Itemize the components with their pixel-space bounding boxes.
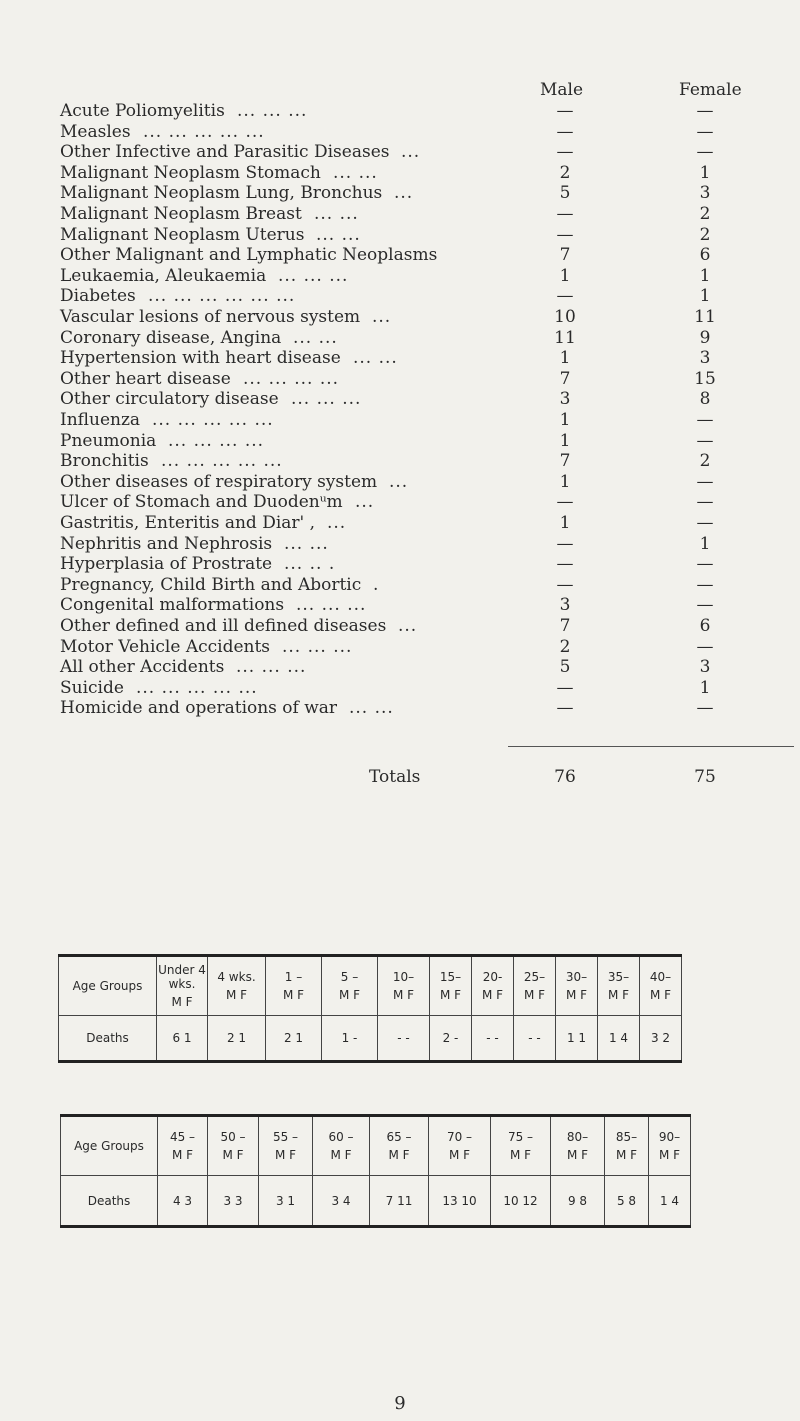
cause-row [60,348,760,369]
female-value: — [696,121,714,142]
deaths-value: 1 4 [649,1176,691,1227]
female-column-header: Female [679,80,742,100]
age-group-label: 75 – [507,1130,534,1144]
dot-leader: ... [401,142,421,163]
dot-leader: ... ... ... ... ... ... [148,286,296,307]
deaths-label: Deaths [61,1176,158,1227]
male-value: 7 [559,368,571,389]
cause-name: Diabetes [60,286,136,307]
cause-row [60,431,760,452]
age-group-header [491,1116,551,1176]
cause-name: Hypertension with heart disease [60,348,341,369]
cause-name: Hyperplasia of Prostrate [60,554,273,575]
cause-row [60,451,760,472]
female-value: 1 [699,265,711,286]
female-value: 6 [699,245,711,266]
age-group-label: 65 – [386,1130,412,1144]
female-value: 2 [699,204,711,224]
age-group-label: 1 – [284,970,303,984]
sex-subheader: M F [338,988,361,1002]
dot-leader: ... ... ... ... ... [161,451,283,472]
female-value: — [696,142,714,163]
cause-row [60,513,760,534]
deaths-value: 2 - [430,1016,472,1062]
age-group-label: 4 wks. [217,970,256,984]
cause-name: Ulcer of Stomach and Duodenᵘm [60,492,343,513]
cause-name: Coronary disease, Angina [60,327,282,348]
male-value: — [556,574,574,595]
cause-row [60,122,760,143]
female-value: 3 [699,348,711,369]
dot-leader: ... [394,183,414,204]
male-value: 7 [559,451,571,472]
sex-subheader: M F [171,995,193,1009]
male-value: — [556,224,574,245]
dot-leader: ... ... ... [296,595,367,616]
cause-name: Other defined and ill defined diseases [60,616,387,636]
age-groups-header: Age Groups [59,956,157,1016]
age-group-label: 25– [523,970,546,984]
male-value: — [556,533,574,554]
female-value: 1 [699,286,711,307]
cause-row [60,554,760,575]
totals-male: 76 [554,767,576,787]
dot-leader: ... [398,616,418,636]
deaths-value: 5 8 [605,1176,649,1227]
cause-row [60,534,760,555]
totals-label: Totals [369,767,421,787]
cause-name: Congenital malformations [60,595,285,616]
cause-name: Malignant Neoplasm Lung, Bronchus [60,183,383,204]
cause-row [60,678,760,699]
female-value: — [696,492,714,513]
age-groups-table-1 [58,954,682,1063]
female-value: — [696,430,714,451]
deaths-value: - - [514,1016,556,1062]
age-group-label: 35– [607,970,630,984]
deaths-value: 7 11 [370,1176,429,1227]
age-group-header [472,956,514,1016]
sex-subheader: M F [330,1148,352,1162]
cause-row [60,637,760,658]
male-value: — [556,677,574,698]
male-value: — [556,492,574,513]
dot-leader: ... [372,307,392,327]
sex-subheader: M F [439,988,462,1002]
female-value: 15 [694,368,716,389]
age-group-header [370,1116,429,1176]
dot-leader: ... ... [293,327,338,348]
age-group-label: 5 – [340,970,359,984]
age-group-header [551,1116,605,1176]
male-column-header: Male [540,80,584,100]
dot-leader: . [373,574,380,595]
male-value: — [556,204,574,224]
female-value: — [696,410,714,430]
male-value: 1 [559,471,571,492]
male-value: 5 [559,183,571,204]
age-group-label: Under 4 wks. [158,963,206,991]
sex-subheader: M F [649,988,672,1002]
deaths-value: 1 4 [598,1016,640,1062]
sex-subheader: M F [171,1148,194,1162]
female-value: 2 [699,224,711,245]
dot-leader: ... ... [333,162,378,183]
cause-name: Pregnancy, Child Birth and Abortic [60,574,362,595]
dot-leader: ... ... ... [282,636,353,657]
cause-row [60,389,760,410]
cause-row [60,472,760,493]
female-value: 6 [699,616,711,636]
dot-leader: ... ... ... [278,265,349,286]
male-value: 10 [554,307,576,327]
age-group-label: 50 – [220,1130,246,1144]
female-value: 2 [699,451,711,472]
dot-leader: ... ... ... ... ... [136,677,258,698]
cause-row [60,575,760,596]
cause-row [60,101,760,122]
female-value: — [696,471,714,492]
cause-row [60,410,760,431]
sex-subheader: M F [225,988,248,1002]
deaths-value: 2 1 [208,1016,266,1062]
male-value: 7 [559,245,571,266]
deaths-value: 4 3 [158,1176,208,1227]
male-value: — [556,698,574,719]
cause-row [60,266,760,287]
age-group-label: 70 – [446,1130,473,1144]
sex-subheader: M F [222,1148,244,1162]
male-value: — [556,142,574,163]
deaths-value: - - [378,1016,430,1062]
male-value: — [556,121,574,142]
female-value: 1 [699,533,711,554]
cause-name: Acute Poliomyelitis [60,101,225,121]
female-value: 3 [699,657,711,678]
age-group-header [640,956,682,1016]
sex-subheader: M F [282,988,305,1002]
cause-row [60,616,760,637]
female-value: 1 [699,677,711,698]
cause-name: Gastritis, Enteritis and Diar' , [60,513,316,533]
cause-name: Homicide and operations of war [60,698,338,719]
male-value: 1 [559,430,571,451]
cause-name: Nephritis and Nephrosis [60,533,273,554]
age-group-header [649,1116,691,1176]
cause-name: Other diseases of respiratory system [60,471,378,492]
female-value: — [696,574,714,595]
cause-row [60,307,760,328]
male-value: 5 [559,657,571,678]
age-group-label: 90– [658,1130,681,1144]
totals-rule [508,746,794,747]
dot-leader: ... ... ... [237,101,308,121]
age-group-label: 85– [615,1130,638,1144]
female-value: — [696,636,714,657]
cause-row [60,286,760,307]
dot-leader: ... ... [349,698,394,719]
dot-leader: ... ... [314,204,359,224]
dot-leader: ... ... ... ... [243,368,340,389]
cause-row [60,183,760,204]
totals-female: 75 [694,767,716,787]
age-groups-header: Age Groups [61,1116,158,1176]
male-value: 3 [559,389,571,410]
dot-leader: ... ... ... ... ... [143,121,265,142]
cause-row [60,163,760,184]
cause-name: All other Accidents [60,657,225,678]
age-group-label: 10– [392,970,415,984]
sex-subheader: M F [523,988,546,1002]
age-group-label: 80– [566,1130,589,1144]
sex-subheader: M F [448,1148,471,1162]
male-value: 11 [554,327,576,348]
deaths-value: 6 1 [157,1016,208,1062]
deaths-value: 3 4 [313,1176,370,1227]
deaths-value: 10 12 [491,1176,551,1227]
deaths-value: 2 1 [266,1016,322,1062]
male-value: 1 [559,513,571,533]
cause-name: Influenza [60,410,141,430]
cause-name: Bronchitis [60,451,149,472]
sex-subheader: M F [481,988,504,1002]
dot-leader: ... [355,492,375,513]
age-group-header [378,956,430,1016]
sex-subheader: M F [388,1148,410,1162]
dot-leader: ... ... ... [236,657,307,678]
age-group-header [514,956,556,1016]
cause-name: Other heart disease [60,368,231,389]
age-group-header [598,956,640,1016]
sex-subheader: M F [509,1148,532,1162]
deaths-value: 1 - [322,1016,378,1062]
age-group-label: 30– [565,970,588,984]
dot-leader: ... ... ... ... [168,430,265,451]
sex-subheader: M F [658,1148,681,1162]
female-value: 1 [699,162,711,183]
dot-leader: ... [327,513,347,533]
female-value: 11 [694,307,716,327]
age-group-header [556,956,598,1016]
deaths-value: 9 8 [551,1176,605,1227]
age-group-header [429,1116,491,1176]
cause-row [60,698,760,719]
female-value: 9 [699,327,711,348]
deaths-value: 3 3 [208,1176,259,1227]
male-value: 2 [559,636,571,657]
cause-name: Leukaemia, Aleukaemia [60,265,267,286]
cause-row [60,225,760,246]
age-group-header [208,956,266,1016]
deaths-label: Deaths [59,1016,157,1062]
age-group-header [313,1116,370,1176]
male-value: 1 [559,265,571,286]
age-group-header [158,1116,208,1176]
age-group-header [266,956,322,1016]
page-number: 9 [394,1393,406,1414]
cause-name: Other Infective and Parasitic Diseases [60,142,390,163]
sex-subheader: M F [566,1148,589,1162]
dot-leader: ... [389,471,409,492]
cause-row [60,595,760,616]
female-value: — [696,554,714,575]
age-group-label: 15– [439,970,462,984]
female-value: — [696,513,714,533]
dot-leader: ... ... [316,224,361,245]
female-value: 3 [699,183,711,204]
cause-name: Measles [60,121,131,142]
male-value: — [556,101,574,121]
male-value: 7 [559,616,571,636]
female-value: — [696,101,714,121]
sex-subheader: M F [607,988,630,1002]
dot-leader: ... .. . [284,554,336,575]
dot-leader: ... ... ... [291,389,362,410]
male-value: 1 [559,410,571,430]
cause-name: Malignant Neoplasm Stomach [60,162,321,183]
sex-subheader: M F [274,1148,297,1162]
sex-subheader: M F [565,988,588,1002]
sex-subheader: M F [392,988,415,1002]
age-group-header [208,1116,259,1176]
female-value: — [696,698,714,719]
dot-leader: ... ... [284,533,329,554]
cause-name: Malignant Neoplasm Uterus [60,224,305,245]
age-group-label: 60 – [328,1130,354,1144]
deaths-value: 3 1 [259,1176,313,1227]
deaths-value: 13 10 [429,1176,491,1227]
cause-name: Vascular lesions of nervous system [60,307,361,327]
cause-row [60,657,760,678]
age-group-header [259,1116,313,1176]
age-group-header [605,1116,649,1176]
cause-name: Pneumonia [60,430,157,451]
cause-row [60,369,760,390]
age-group-header [430,956,472,1016]
male-value: — [556,554,574,575]
sex-subheader: M F [615,1148,638,1162]
age-group-label: 55 – [272,1130,299,1144]
cause-name: Other Malignant and Lymphatic Neoplasms [60,245,438,266]
cause-row [60,204,760,225]
age-group-header [157,956,208,1016]
cause-row [60,492,760,513]
male-value: 1 [559,348,571,369]
age-group-label: 20- [482,970,503,984]
age-groups-table-2 [60,1114,691,1228]
dot-leader: ... ... ... ... ... [152,410,274,430]
female-value: 8 [699,389,711,410]
cause-row [60,328,760,349]
age-group-label: 45 – [169,1130,196,1144]
cause-name: Other circulatory disease [60,389,279,410]
deaths-value: 1 1 [556,1016,598,1062]
cause-name: Malignant Neoplasm Breast [60,204,302,224]
cause-name: Motor Vehicle Accidents [60,636,271,657]
deaths-value: - - [472,1016,514,1062]
cause-name: Suicide [60,677,124,698]
age-group-header [322,956,378,1016]
age-group-label: 40– [649,970,672,984]
female-value: — [696,595,714,616]
deaths-value: 3 2 [640,1016,682,1062]
male-value: 2 [559,162,571,183]
male-value: — [556,286,574,307]
male-value: 3 [559,595,571,616]
cause-row [60,142,760,163]
dot-leader: ... ... [353,348,398,369]
cause-row [60,245,760,266]
